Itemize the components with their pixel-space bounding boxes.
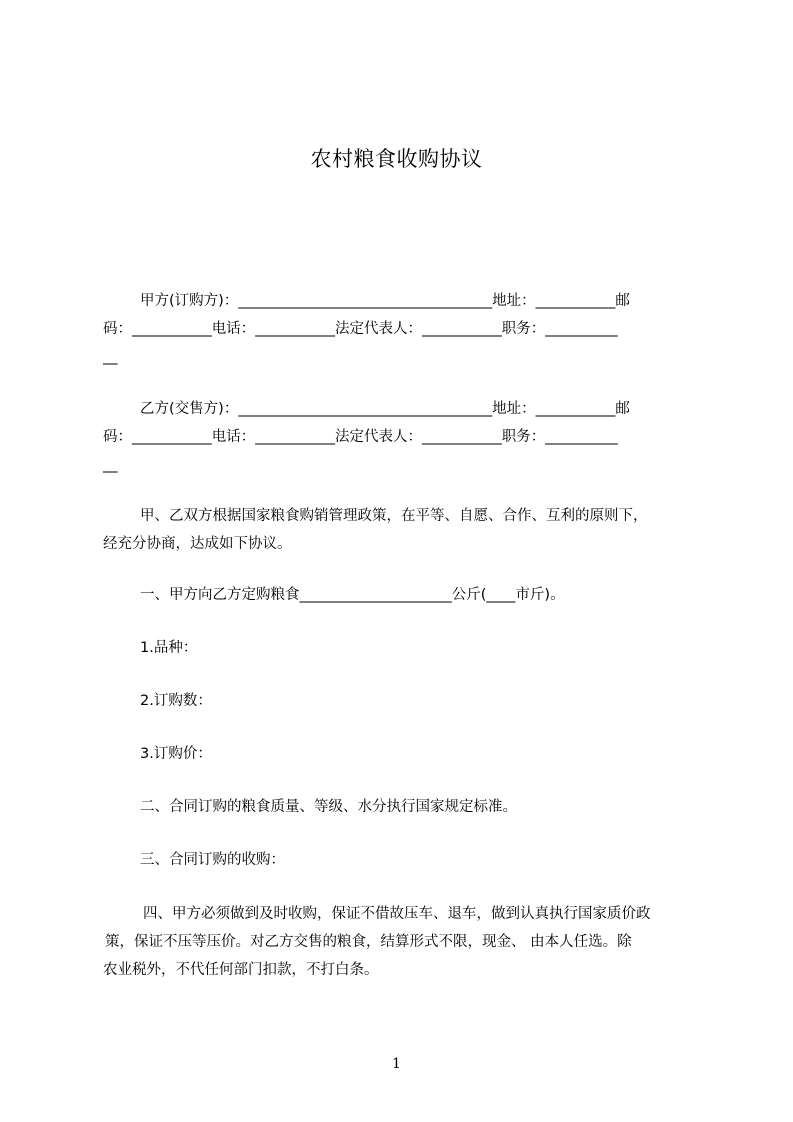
- party-a-line-2: 码：___________电话：___________法定代表人：___________职务：__________: [103, 321, 618, 337]
- clause-3: 三、合同订购的收购：: [140, 852, 285, 868]
- clause-4-line-3: 农业税外，不代任何部门扣款，不打白条。: [103, 962, 379, 978]
- clause-4-line-1: 四、甲方必须做到及时收购，保证不借故压车、退车，做到认真执行国家质价政: [143, 906, 651, 922]
- clause-4-line-2: 策，保证不压等压价。对乙方交售的粮食，结算形式不限，现金、 由本人任选。除: [105, 934, 632, 950]
- party-b-line-1: 乙方(交售方)：___________________________________地址：___________邮: [140, 401, 630, 417]
- party-a-line-1: 甲方(订购方)：___________________________________地址：___________邮: [140, 293, 630, 309]
- party-b-line-2: 码：___________电话：___________法定代表人：___________职务：__________: [103, 429, 618, 445]
- item-price: 3.订购价：: [140, 746, 212, 762]
- page-number: 1: [392, 1056, 401, 1072]
- clause-2: 二、合同订购的粮食质量、等级、水分执行国家规定标准。: [140, 799, 517, 815]
- item-quantity: 2.订购数：: [140, 693, 212, 709]
- item-variety: 1.品种：: [140, 640, 198, 656]
- preamble-line-1: 甲、乙双方根据国家粮食购销管理政策，在平等、自愿、合作、互利的原则下，: [140, 508, 648, 524]
- document-title: 农村粮食收购协议: [310, 147, 483, 171]
- clause-1: 一、甲方向乙方定购粮食_____________________公斤(____市斤)。: [140, 587, 565, 603]
- party-b-line-3: __: [103, 457, 118, 473]
- party-a-line-3: __: [103, 349, 118, 365]
- preamble-line-2: 经充分协商，达成如下协议。: [103, 536, 292, 552]
